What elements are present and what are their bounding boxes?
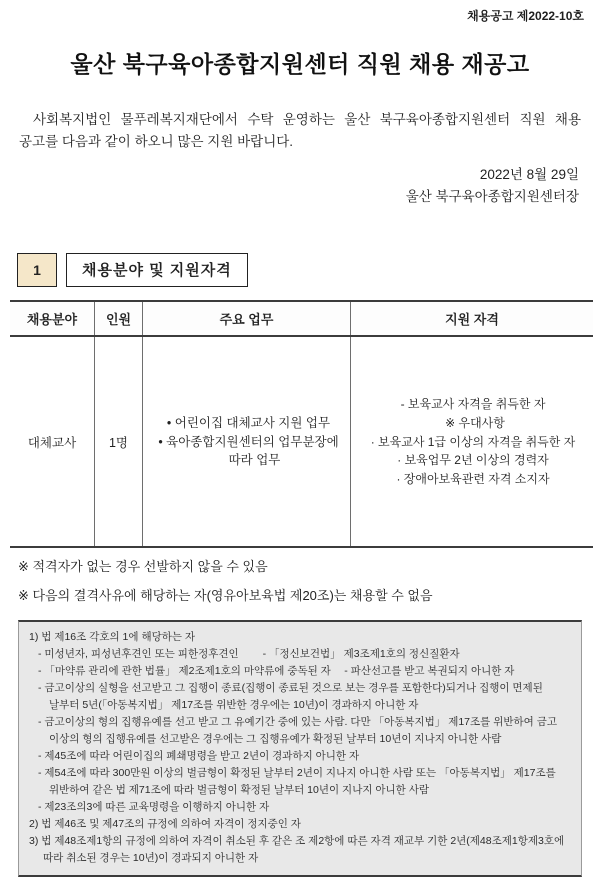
disqualification-item: 2) 법 제46조 및 제47조의 규정에 의하여 자격이 정지중인 자 xyxy=(29,818,301,831)
cell-qualifications xyxy=(351,336,594,547)
disqualification-item: - 금고이상의 실형을 선고받고 그 집행이 종료(집행이 종료된 것으로 보는 경우를 포함한다)되거나 집행이 면제된 날부터 5년(「아동복지법」 제17조를 위반한 경우에는 10년)이 경과하지 아니한 자 xyxy=(38,682,543,712)
header-duties: 주요 업무 xyxy=(143,301,351,336)
section-header xyxy=(17,253,600,287)
duty-item: • 육아종합지원센터의 업무분장에 따라 업무 xyxy=(158,434,339,468)
note-disqualification: ※ 다음의 결격사유에 해당하는 자(영유아보육법 제20조)는 채용할 수 없음 xyxy=(18,587,433,603)
disqualification-item: - 제45조에 따라 어린이집의 폐쇄명령을 받고 2년이 경과하지 아니한 자 xyxy=(38,750,360,763)
recruitment-table xyxy=(10,300,593,548)
duty-item: • 어린이집 대체교사 지원 업무 xyxy=(166,415,331,430)
disqualification-item: 1) 법 제16조 각호의 1에 해당하는 자 xyxy=(29,631,196,644)
disqualification-item: - 제54조에 따라 300만원 이상의 벌금형이 확정된 날부터 2년이 지나지 아니한 사람 또는 「아동복지법」 제17조를 위반하여 같은 법 제71조에 따라 벌금형이 확정된 날부터 10년이 지나지 아니한 사람 xyxy=(38,767,556,797)
preference-heading: ※ 우대사항 xyxy=(445,416,505,431)
disqualification-item: - 미성년자, 피성년후견인 또는 피한정후견인 - 「정신보건법」 제3조제1호의 정신질환자 xyxy=(38,648,460,661)
table-header-row xyxy=(10,301,593,336)
qualification-item: · 장애아보육관련 자격 소지자 xyxy=(396,471,550,486)
signature-line: 울산 북구육아종합지원센터장 xyxy=(405,189,579,205)
disqualification-box xyxy=(18,620,582,877)
disqualification-item: - 「마약류 관리에 관한 법률」 제2조제1호의 마약류에 중독된 자 - 파산선고를 받고 복권되지 아니한 자 xyxy=(38,665,515,678)
note-no-selection: ※ 적격자가 없는 경우 선발하지 않을 수 있음 xyxy=(18,559,268,575)
intro-paragraph: 사회복지법인 물푸레복지재단에서 수탁 운영하는 울산 북구육아종합지원센터 직원 채용 공고를 다음과 같이 하오니 많은 지원 바랍니다. xyxy=(19,112,581,150)
qualification-item: · 보육교사 1급 이상의 자격을 취득한 자 xyxy=(370,434,576,449)
disqualification-item: - 제23조의3에 따른 교육명령을 이행하지 아니한 자 xyxy=(38,801,270,814)
disqualification-item: 3) 법 제48조제1항의 규정에 의하여 자격이 취소된 후 같은 조 제2항에 따른 자격 재교부 기한 2년(제48조제1항제3호에 따라 취소된 경우는 10년)이 경과되지 아니한 자 xyxy=(29,835,565,865)
table-row xyxy=(10,336,593,547)
qualification-item: - 보육교사 자격을 취득한 자 xyxy=(400,397,546,412)
date-signature-block xyxy=(0,164,579,210)
header-field: 채용분야 xyxy=(10,301,95,336)
section-number-badge: 1 xyxy=(17,253,57,287)
cell-field: 대체교사 xyxy=(27,435,77,450)
header-count: 인원 xyxy=(95,301,143,336)
section-title: 채용분야 및 지원자격 xyxy=(66,253,248,287)
qualification-item: · 보육업무 2년 이상의 경력자 xyxy=(397,453,549,468)
header-qualifications: 지원 자격 xyxy=(351,301,594,336)
cell-duties xyxy=(143,336,351,547)
cell-count: 1명 xyxy=(95,336,143,547)
announcement-date: 2022년 8월 29일 xyxy=(479,166,579,182)
page-title: 울산 북구육아종합지원센터 직원 채용 재공고 xyxy=(70,51,530,77)
document-number: 채용공고 제2022-10호 xyxy=(467,9,584,23)
disqualification-item: - 금고이상의 형의 집행유예를 선고 받고 그 유예기간 중에 있는 사람. 다만 「아동복지법」 제17조를 위반하여 금고 이상의 형의 집행유예를 선고받은 경우에는 그 집행유예가 확정된 날부터 10년이 지나지 아니한 사람 xyxy=(38,716,557,746)
